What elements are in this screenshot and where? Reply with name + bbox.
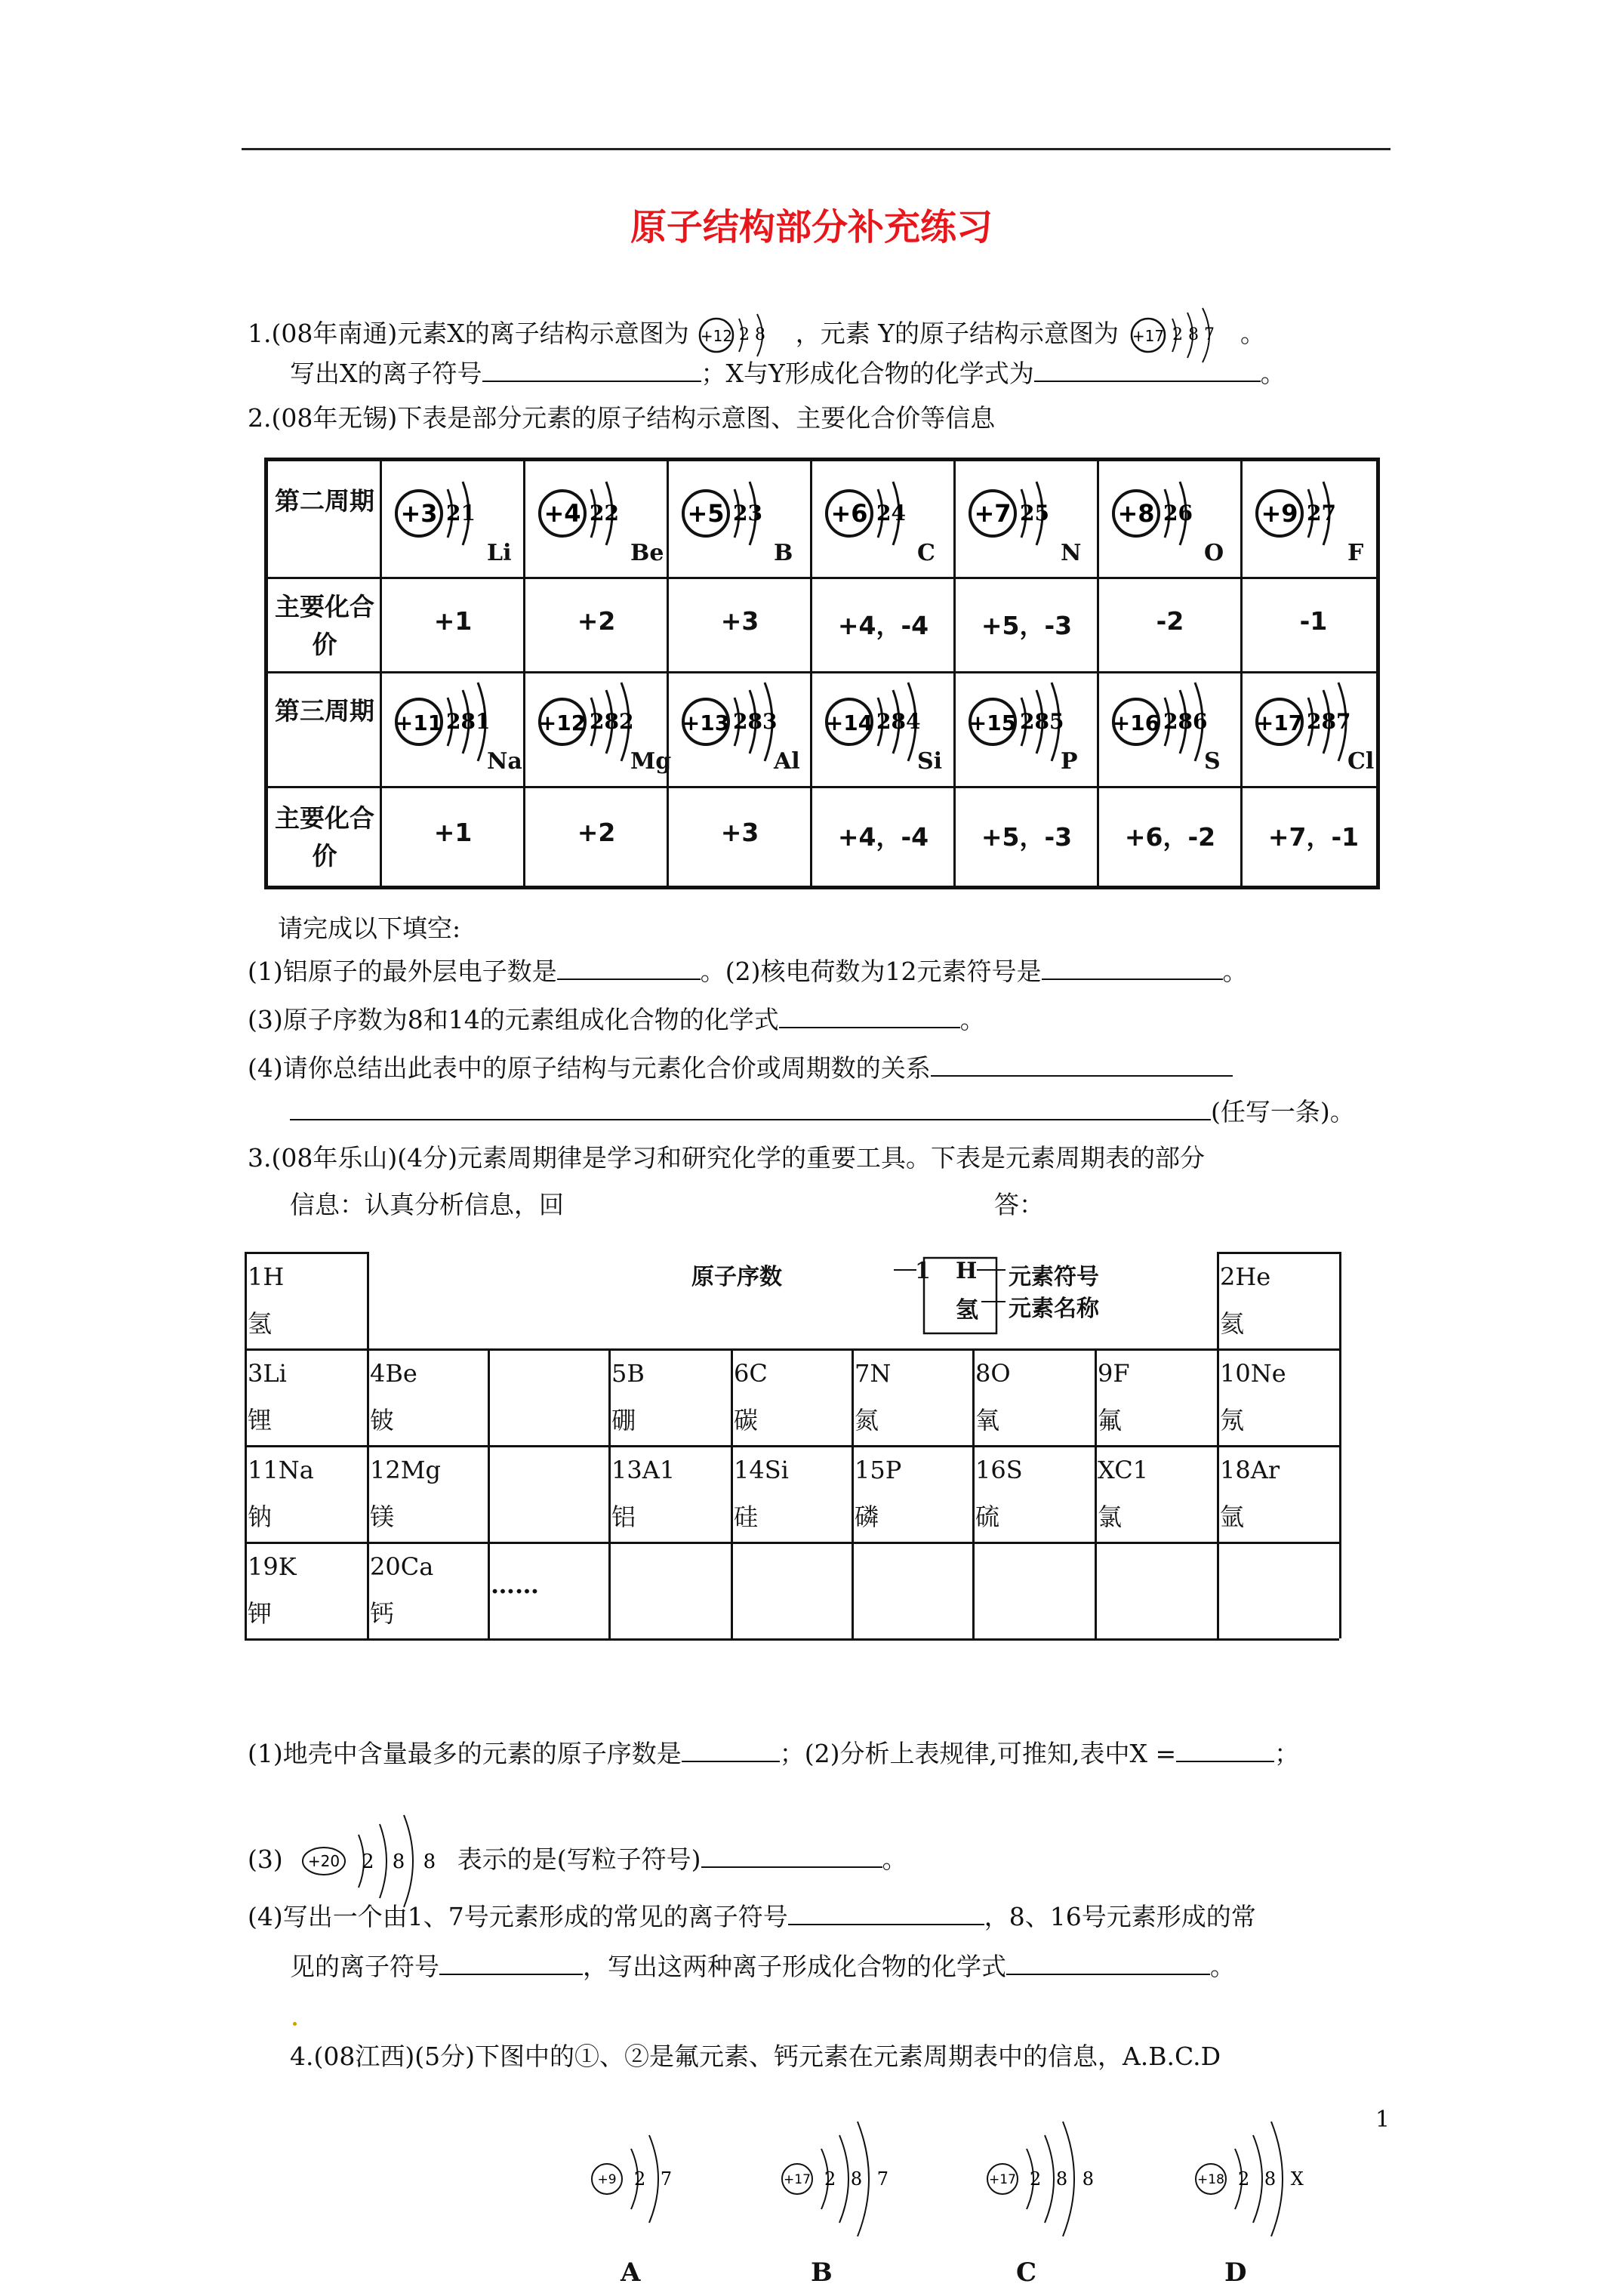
pt-cell-14 xyxy=(855,1447,901,1540)
row-header-period3: 第三周期 xyxy=(275,696,374,726)
q3-periodic-table xyxy=(245,1252,1339,1640)
stray-dot xyxy=(293,2022,297,2026)
q2-sub1-a: (1)铝原子的最外层电子数是 xyxy=(248,957,557,986)
p2-atom-b-nucleus: +5 xyxy=(687,499,725,528)
p3-valence-na: +1 xyxy=(433,818,473,847)
p3-valence-p: +5，-3 xyxy=(981,822,1073,852)
q3-sub4-d: ，写出这两种离子形成化合物的化学式 xyxy=(583,1952,1006,1981)
p2-symbol-o: O xyxy=(1204,540,1224,566)
p3-cell-mg xyxy=(525,680,672,775)
q1-x-nucleus: +12 xyxy=(701,327,733,345)
p2-atom-li-nucleus: +3 xyxy=(400,499,438,528)
p2-valence-f: -1 xyxy=(1299,606,1328,636)
pt-cell-name: 氧 xyxy=(975,1406,1000,1435)
pt-cell-1 xyxy=(1220,1253,1270,1347)
pt-cell-symbol: 11Na xyxy=(248,1456,314,1484)
p3-atom-p-nucleus: +15 xyxy=(969,710,1017,735)
pt-cell-11 xyxy=(370,1447,441,1540)
row-header-valence2: 主要化合价 xyxy=(275,592,374,659)
q1-text-b: ，元素 Y的原子结构示意图为 xyxy=(795,319,1119,348)
p2-valence-o: -2 xyxy=(1156,606,1184,636)
p3-atom-si-nucleus: +14 xyxy=(825,710,873,735)
pt-cell-symbol: 15P xyxy=(855,1456,902,1484)
q3-sub4-e: 。 xyxy=(1210,1952,1235,1981)
p3-atom-na-shells: 281 xyxy=(446,709,491,734)
pt-cell-5 xyxy=(734,1350,768,1444)
pt-cell-symbol: 19K xyxy=(248,1552,297,1581)
p3-atom-cl-shells: 287 xyxy=(1307,709,1351,734)
q1-x-shells: 2 8 xyxy=(739,325,766,344)
pt-cell-name: 钾 xyxy=(248,1599,273,1628)
p3-cell-s xyxy=(1098,680,1242,775)
q3-blank-2[interactable] xyxy=(1176,1737,1274,1762)
p2-atom-f-nucleus: +9 xyxy=(1261,499,1298,528)
table-ellipsis: …… xyxy=(491,1570,539,1599)
p3-atom-p-shells: 285 xyxy=(1020,709,1064,734)
pt-cell-symbol: 5B xyxy=(611,1359,645,1388)
p3-atom-mg-nucleus: +12 xyxy=(538,710,587,735)
legend-number: 1 xyxy=(915,1258,931,1284)
p2-cell-li xyxy=(381,472,525,566)
pt-cell-name: 硫 xyxy=(975,1502,1000,1531)
pt-cell-3 xyxy=(370,1350,417,1444)
page-number: 1 xyxy=(1375,2106,1390,2133)
p2-atom-c-nucleus: +6 xyxy=(830,499,868,528)
q4-label-c: C xyxy=(1016,2257,1037,2288)
q2-sub1 xyxy=(248,954,1248,988)
p3-valence-cl: +7，-1 xyxy=(1267,822,1360,852)
pt-cell-name: 硅 xyxy=(734,1502,759,1531)
p3-valence-al: +3 xyxy=(720,818,759,847)
q4-label-a: A xyxy=(621,2257,641,2288)
p2-atom-be-shells: 22 xyxy=(590,501,619,525)
q2-blank-5[interactable] xyxy=(290,1095,1211,1120)
q1-x-ion-diagram xyxy=(697,308,787,362)
pt-cell-name: 氟 xyxy=(1098,1406,1123,1435)
p2-valence-n: +5，-3 xyxy=(981,611,1073,640)
q4-label-b: B xyxy=(811,2257,833,2288)
q3-sub1-a: (1)地壳中含量最多的元素的原子序数是 xyxy=(248,1739,682,1768)
q2-sub4 xyxy=(248,1051,1233,1085)
pt-cell-15 xyxy=(975,1447,1023,1540)
pt-cell-name: 硼 xyxy=(611,1406,636,1435)
p2-valence-c: +4，-4 xyxy=(837,611,929,640)
pt-cell-symbol: 2He xyxy=(1220,1262,1271,1291)
q4-label-d: D xyxy=(1224,2257,1247,2288)
q2-prompt: 请完成以下填空: xyxy=(278,914,461,943)
q3-ca-ion-diagram xyxy=(298,1812,442,1910)
p3-atom-s-nucleus: +16 xyxy=(1112,710,1160,735)
q2-sub4-b: (任写一条)。 xyxy=(1211,1097,1355,1126)
pt-cell-symbol: 12Mg xyxy=(370,1456,441,1484)
q3-sub1-c: ； xyxy=(1274,1739,1300,1768)
q2-sub4-cont xyxy=(290,1095,1355,1129)
legend-name-label: 元素名称 xyxy=(1009,1296,1099,1322)
p2-symbol-c: C xyxy=(917,540,935,566)
q2-sub4-a: (4)请你总结出此表中的原子结构与元素化合价或周期数的关系 xyxy=(248,1053,931,1083)
q3-line2 xyxy=(290,1188,1044,1222)
svg-text:+9: +9 xyxy=(597,2172,617,2187)
pt-cell-8 xyxy=(1098,1350,1130,1444)
p3-symbol-mg: Mg xyxy=(630,748,672,775)
p2-symbol-n: N xyxy=(1061,540,1082,566)
pt-cell-12 xyxy=(611,1447,675,1540)
q1-y-nucleus: +17 xyxy=(1132,327,1164,345)
p2-cell-c xyxy=(812,472,955,566)
q1-line2-b: ；X与Y形成化合物的化学式为 xyxy=(701,359,1034,388)
p3-symbol-si: Si xyxy=(917,748,943,775)
q2-blank-4[interactable] xyxy=(931,1051,1233,1077)
p3-symbol-cl: Cl xyxy=(1347,748,1375,775)
p3-atom-al-shells: 283 xyxy=(733,709,778,734)
pt-cell-name: 钠 xyxy=(248,1502,273,1531)
p2-atom-n-shells: 25 xyxy=(1020,501,1049,525)
q4-diagram-b xyxy=(778,2111,929,2247)
p2-cell-n xyxy=(955,472,1098,566)
q4-diagram-c xyxy=(983,2111,1134,2247)
q2-sub1-b: 。(2)核电荷数为12元素符号是 xyxy=(700,957,1042,986)
legend-symbol-label: 元素符号 xyxy=(1009,1264,1099,1290)
q3-blank-4[interactable] xyxy=(788,1900,984,1925)
pt-cell-name: 氖 xyxy=(1220,1406,1245,1435)
pt-cell-13 xyxy=(734,1447,789,1540)
pt-cell-symbol: 13A1 xyxy=(611,1456,676,1484)
pt-cell-symbol: 9F xyxy=(1098,1359,1130,1388)
q3-sub1-b: ；(2)分析上表规律,可推知,表中X = xyxy=(779,1739,1177,1768)
p2-valence-be: +2 xyxy=(577,606,616,636)
pt-cell-name: 铝 xyxy=(611,1502,636,1531)
q1-answer-blank-1[interactable] xyxy=(482,356,701,382)
p2-atom-b-shells: 23 xyxy=(733,501,762,525)
pt-cell-symbol: 18Ar xyxy=(1220,1456,1280,1484)
q3-sub3 xyxy=(248,1812,907,1910)
p3-valence-mg: +2 xyxy=(577,818,616,847)
q3-sub3-c: 。 xyxy=(882,1845,907,1874)
q3-ca-shells: 2 8 8 xyxy=(362,1851,442,1873)
q3-line1: 3.(08年乐山)(4分)元素周期律是学习和研究化学的重要工具。下表是元素周期表的部分 xyxy=(248,1143,1205,1173)
q3-sub4 xyxy=(248,1900,1256,1934)
pt-cell-name: 氩 xyxy=(1220,1502,1245,1531)
q2-sub3 xyxy=(248,1003,985,1037)
p2-atom-f xyxy=(1242,472,1385,562)
pt-cell-10 xyxy=(248,1447,314,1540)
pt-cell-name: 氯 xyxy=(1098,1502,1123,1531)
q1-line2-a: 写出X的离子符号 xyxy=(290,359,482,388)
legend-symbol: H xyxy=(956,1258,978,1284)
pt-cell-symbol: 10Ne xyxy=(1220,1359,1286,1388)
svg-text:+17: +17 xyxy=(989,2172,1016,2187)
q3-sub4-a: (4)写出一个由1、7号元素形成的常见的离子符号 xyxy=(248,1902,788,1931)
p3-cell-al xyxy=(668,680,812,775)
p3-cell-p xyxy=(955,680,1098,775)
pt-cell-symbol: 1H xyxy=(248,1262,285,1291)
q1-line2 xyxy=(290,356,1286,390)
p2-cell-o xyxy=(1098,472,1242,566)
pt-cell-name: 氮 xyxy=(855,1406,879,1435)
pt-cell-symbol: 14Si xyxy=(734,1456,789,1484)
header-rule xyxy=(242,148,1390,150)
p2-symbol-be: Be xyxy=(630,540,664,566)
pt-cell-name: 钙 xyxy=(370,1599,395,1628)
p3-symbol-na: Na xyxy=(487,748,522,775)
q2-blank-1[interactable] xyxy=(557,954,701,980)
pt-cell-symbol: 6C xyxy=(734,1359,768,1388)
pt-cell-16 xyxy=(1098,1447,1148,1540)
p2-atom-o-nucleus: +8 xyxy=(1117,499,1155,528)
p3-atom-al-nucleus: +13 xyxy=(682,710,730,735)
q1-text-a: 1.(08年南通)元素X的离子结构示意图为 xyxy=(248,319,689,348)
pt-cell-symbol: XC1 xyxy=(1098,1456,1149,1484)
svg-text:2 8 X: 2 8 X xyxy=(1238,2168,1308,2190)
q3-sub3-b: 表示的是(写粒子符号) xyxy=(457,1845,701,1874)
q3-sub3-a: (3) xyxy=(248,1845,283,1874)
q3-blank-6[interactable] xyxy=(1006,1949,1210,1975)
page-title: 原子结构部分补充练习 xyxy=(630,206,993,248)
p2-symbol-f: F xyxy=(1347,540,1364,566)
pt-cell-18 xyxy=(248,1543,297,1637)
pt-cell-name: 铍 xyxy=(370,1406,395,1435)
p3-atom-na-nucleus: +11 xyxy=(395,710,443,735)
pt-cell-symbol: 20Ca xyxy=(370,1552,434,1581)
p2-atom-be-nucleus: +4 xyxy=(544,499,581,528)
p3-atom-s-shells: 286 xyxy=(1163,709,1208,734)
pt-cell-4 xyxy=(611,1350,645,1444)
svg-text:+18: +18 xyxy=(1197,2172,1224,2187)
pt-cell-symbol: 7N xyxy=(855,1359,892,1388)
p2-atom-li-shells: 21 xyxy=(446,501,476,525)
p2-symbol-b: B xyxy=(774,540,793,566)
q1-line2-c: 。 xyxy=(1260,359,1286,388)
pt-cell-name: 氦 xyxy=(1220,1309,1245,1338)
q4-diagram-d xyxy=(1191,2111,1342,2247)
q3-blank-1[interactable] xyxy=(682,1737,780,1762)
q2-element-table xyxy=(264,458,1380,889)
pt-cell-name: 碳 xyxy=(734,1406,759,1435)
pt-cell-name: 磷 xyxy=(855,1502,879,1531)
pt-cell-2 xyxy=(248,1350,287,1444)
pt-cell-19 xyxy=(370,1543,433,1637)
p2-valence-li: +1 xyxy=(433,606,473,636)
pt-cell-7 xyxy=(975,1350,1011,1444)
q3-sub4-cont xyxy=(290,1949,1235,1983)
pt-cell-9 xyxy=(1220,1350,1286,1444)
p3-valence-s: +6，-2 xyxy=(1124,822,1216,852)
q2-sub3-a: (3)原子序数为8和14的元素组成化合物的化学式 xyxy=(248,1005,779,1034)
p2-atom-o-shells: 26 xyxy=(1163,501,1193,525)
legend-number-label: 原子序数 xyxy=(691,1264,782,1290)
pt-cell-0 xyxy=(248,1253,284,1347)
p2-atom-n-nucleus: +7 xyxy=(974,499,1012,528)
q3-ca-nucleus: +20 xyxy=(308,1852,340,1870)
pt-cell-symbol: 4Be xyxy=(370,1359,417,1388)
q3-sub4-b: ，8、16号元素形成的常 xyxy=(984,1902,1256,1931)
p3-symbol-s: S xyxy=(1204,748,1221,775)
q1-y-shells: 2 8 7 xyxy=(1172,325,1215,344)
pt-cell-name: 镁 xyxy=(370,1502,395,1531)
p3-atom-cl-nucleus: +17 xyxy=(1255,710,1304,735)
q3-sub1 xyxy=(248,1737,1299,1771)
svg-text:2 7: 2 7 xyxy=(634,2168,677,2190)
pt-cell-17 xyxy=(1220,1447,1280,1540)
q2-intro: 2.(08年无锡)下表是部分元素的原子结构示意图、主要化合价等信息 xyxy=(248,403,996,433)
svg-text:+17: +17 xyxy=(784,2172,811,2187)
p2-symbol-li: Li xyxy=(487,540,512,566)
q2-blank-3[interactable] xyxy=(779,1003,960,1028)
p2-cell-be xyxy=(525,472,668,566)
p3-symbol-p: P xyxy=(1061,748,1078,775)
q3-sub4-c: 见的离子符号 xyxy=(290,1952,439,1981)
q2-sub1-c: 。 xyxy=(1222,957,1248,986)
row-header-period2: 第二周期 xyxy=(275,486,374,516)
svg-text:2 8 8: 2 8 8 xyxy=(1030,2168,1099,2190)
p2-cell-b xyxy=(668,472,812,566)
pt-cell-name: 氢 xyxy=(248,1309,273,1338)
q3-line2-b: 答： xyxy=(994,1190,1044,1219)
pt-cell-6 xyxy=(855,1350,891,1444)
q2-sub3-b: 。 xyxy=(959,1005,985,1034)
svg-text:2 8 7: 2 8 7 xyxy=(824,2168,894,2190)
p3-cell-na xyxy=(381,680,525,775)
q3-blank-5[interactable] xyxy=(439,1949,583,1975)
q4-diagram-a xyxy=(587,2111,738,2247)
p3-symbol-al: Al xyxy=(774,748,800,775)
p3-atom-si-shells: 284 xyxy=(876,709,921,734)
pt-cell-symbol: 16S xyxy=(975,1456,1023,1484)
q1-answer-blank-2[interactable] xyxy=(1034,356,1261,382)
p3-valence-si: +4，-4 xyxy=(837,822,929,852)
pt-cell-symbol: 3Li xyxy=(248,1359,287,1388)
pt-cell-symbol: 8O xyxy=(975,1359,1011,1388)
q3-blank-3[interactable] xyxy=(701,1842,882,1868)
row-header-valence3: 主要化合价 xyxy=(275,803,374,871)
p2-atom-c-shells: 24 xyxy=(876,501,906,525)
q2-blank-2[interactable] xyxy=(1042,954,1223,980)
p3-atom-mg-shells: 282 xyxy=(590,709,634,734)
pt-cell-name: 锂 xyxy=(248,1406,273,1435)
q3-line2-a: 信息：认真分析信息，回 xyxy=(290,1190,564,1219)
p2-cell-f xyxy=(1242,472,1385,566)
p2-valence-b: +3 xyxy=(720,606,759,636)
q1-text-c: 。 xyxy=(1240,319,1265,348)
p3-cell-cl xyxy=(1242,680,1385,775)
q4-line1: 4.(08江西)(5分)下图中的①、②是氟元素、钙元素在元素周期表中的信息，A.B.C.D xyxy=(290,2042,1221,2071)
legend-name: 氢 xyxy=(956,1297,978,1324)
p2-atom-f-shells: 27 xyxy=(1307,501,1336,525)
p3-cell-si xyxy=(812,680,955,775)
